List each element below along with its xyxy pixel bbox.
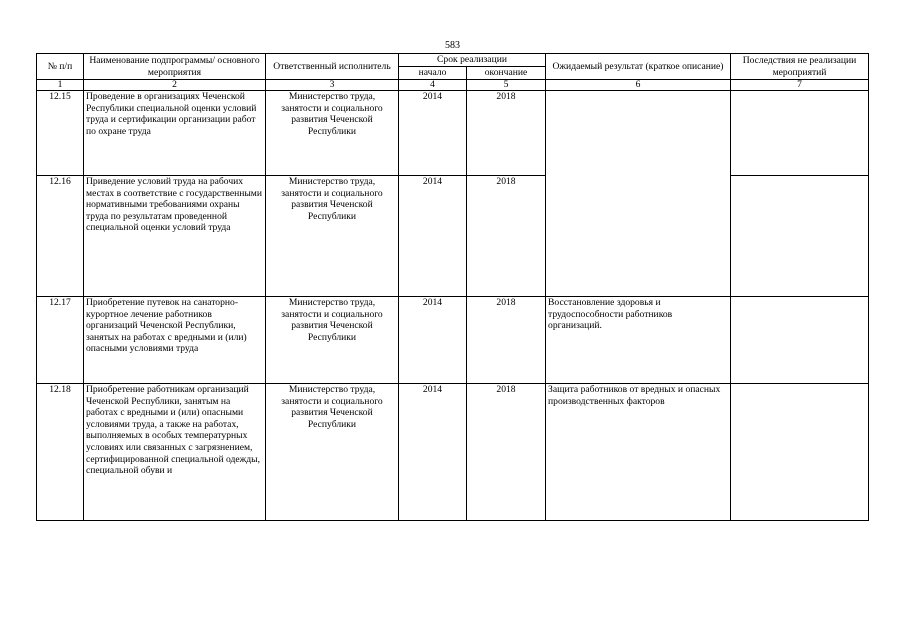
row-num: 12.16	[37, 176, 84, 297]
table-row	[37, 384, 869, 521]
row-name: Проведение в организациях Чеченской Республики специальной оценки условий труда и сертификации организации работ по охране труда	[84, 91, 266, 176]
column-number: 5	[467, 80, 546, 91]
row-result	[546, 91, 731, 297]
column-numbers-row	[37, 80, 869, 91]
header-result: Ожидаемый результат (краткое описание)	[546, 54, 731, 80]
row-end: 2018	[467, 176, 546, 297]
row-start: 2014	[399, 176, 467, 297]
row-start: 2014	[399, 297, 467, 384]
row-num: 12.17	[37, 297, 84, 384]
header-executor: Ответственный исполнитель	[266, 54, 399, 80]
page-number: 583	[445, 40, 460, 51]
row-executor: Министерство труда, занятости и социального развития Чеченской Республики	[266, 176, 399, 297]
row-name: Приведение условий труда на рабочих местах в соответствие с государственными нормативными требованиями охраны труда по результатам проведенной специальной оценки условий труда	[84, 176, 266, 297]
column-number: 7	[731, 80, 869, 91]
row-consequences	[731, 91, 869, 176]
row-executor: Министерство труда, занятости и социального развития Чеченской Республики	[266, 297, 399, 384]
measures-table	[36, 53, 869, 521]
column-number: 3	[266, 80, 399, 91]
header-name: Наименование подпрограммы/ основного мероприятия	[84, 54, 266, 80]
table-row	[37, 91, 869, 176]
row-num: 12.15	[37, 91, 84, 176]
column-number: 2	[84, 80, 266, 91]
column-number: 6	[546, 80, 731, 91]
column-number: 4	[399, 80, 467, 91]
table-header	[37, 54, 869, 91]
row-executor: Министерство труда, занятости и социального развития Чеченской Республики	[266, 91, 399, 176]
row-end: 2018	[467, 91, 546, 176]
header-num: № п/п	[37, 54, 84, 80]
table-row	[37, 176, 869, 297]
row-result: Восстановление здоровья и трудоспособности работников организаций.	[546, 297, 731, 384]
row-start: 2014	[399, 91, 467, 176]
row-consequences	[731, 297, 869, 384]
row-end: 2018	[467, 384, 546, 521]
row-start: 2014	[399, 384, 467, 521]
row-consequences	[731, 176, 869, 297]
header-period: Срок реализации	[399, 54, 546, 67]
row-result: Защита работников от вредных и опасных производственных факторов	[546, 384, 731, 521]
header-consequences: Последствия не реализации мероприятий	[731, 54, 869, 80]
header-start: начало	[399, 67, 467, 80]
row-executor: Министерство труда, занятости и социального развития Чеченской Республики	[266, 384, 399, 521]
row-name: Приобретение путевок на санаторно-курортное лечение работников организаций Чеченской Республики, занятых на работах с вредными и (или) опасными условиями труда	[84, 297, 266, 384]
row-consequences	[731, 384, 869, 521]
row-end: 2018	[467, 297, 546, 384]
column-number: 1	[37, 80, 84, 91]
row-name: Приобретение работникам организаций Чеченской Республики, занятым на работах с вредными и (или) опасными условиями труда, а также на работах, выполняемых в особых температурных условиях или связанных с загрязнением, сертифицированной специальной одежды, специальной обуви и	[84, 384, 266, 521]
header-end: окончание	[467, 67, 546, 80]
table-row	[37, 297, 869, 384]
row-num: 12.18	[37, 384, 84, 521]
